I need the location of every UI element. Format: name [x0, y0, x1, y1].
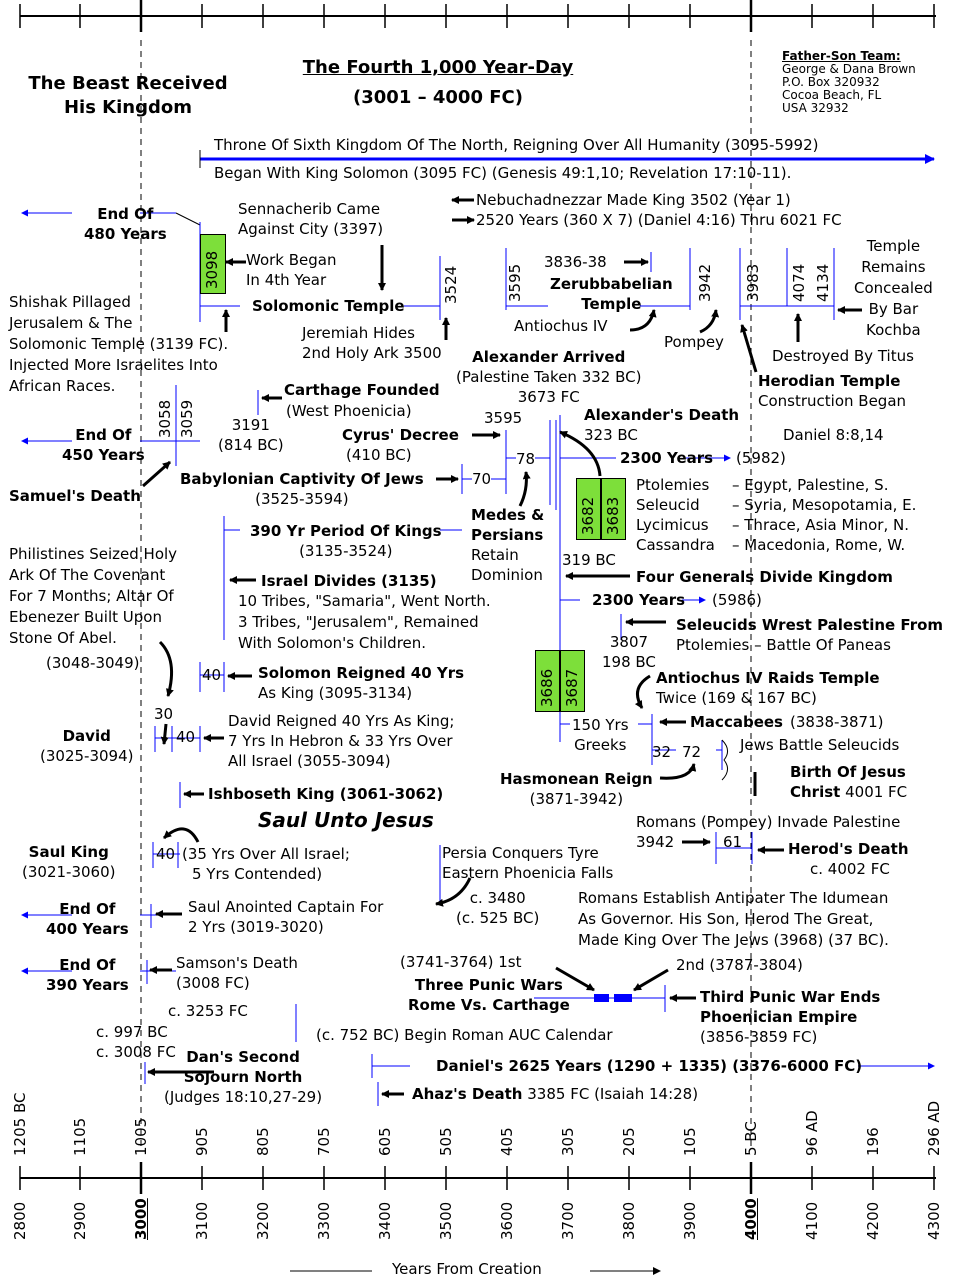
solomon-l2: As King (3095-3134) [258, 684, 413, 702]
seleucid-name: Seleucid [636, 496, 700, 514]
box-3683 [601, 478, 626, 540]
third-punic [700, 987, 880, 1047]
v4134: 4134 [814, 263, 832, 302]
punic-l1: Three Punic Wars [414, 976, 563, 994]
end-of-450-l1: End Of [75, 426, 132, 444]
shishak-l1: Shishak Pillaged [9, 293, 131, 311]
david-reigned [228, 711, 454, 771]
years-2300b-end: (5986) [712, 591, 762, 609]
cyrus-decree [342, 425, 459, 465]
end-of-450 [62, 425, 145, 465]
temple-remains-l5: Kochba [866, 321, 921, 339]
bc-tick: 96 AD [803, 1110, 821, 1156]
end-of-390-l1: End Of [59, 956, 116, 974]
v3191-l2: (814 BC) [218, 436, 284, 454]
team-info [782, 50, 916, 115]
v3048: (3048-3049) [46, 654, 140, 672]
saul-king-l1: Saul King [28, 843, 109, 861]
box-3098 [200, 234, 226, 294]
herods-death-l1: Herod's Death [788, 840, 909, 858]
fc-tick: 2900 [71, 1201, 89, 1240]
end-of-480-l1: End Of [97, 205, 154, 223]
fc-tick: 3900 [681, 1201, 699, 1240]
left-title-line1: The Beast Received [28, 73, 228, 94]
kings-period [250, 521, 442, 561]
temple-remains-l3: Concealed [854, 279, 933, 297]
carthage-west: (West Phoenicia) [286, 402, 412, 420]
v3595a: 3595 [506, 263, 524, 302]
alexander-death-l2: 323 BC [584, 426, 638, 444]
bc-tick: 305 [559, 1127, 577, 1156]
alexander-arrived-l2: (Palestine Taken 332 BC) [456, 368, 642, 386]
david-reign-l2: 7 Yrs In Hebron & 33 Yrs Over [228, 732, 453, 750]
box-3687-text: 3687 [563, 668, 581, 707]
c3480-l2: (c. 525 BC) [456, 909, 540, 927]
philistines-l2: Ark Of The Covenant [9, 566, 166, 584]
left-title [18, 72, 238, 120]
third-punic-l1: Third Punic War Ends [700, 988, 881, 1006]
saul-yrs [182, 844, 350, 884]
medes-l2: Persians [471, 526, 544, 544]
antiochus-iv: Antiochus IV [514, 317, 608, 335]
team-line2: P.O. Box 320932 [782, 75, 880, 89]
fc-tick: 3100 [193, 1201, 211, 1240]
page-title [290, 56, 586, 110]
fc-tick: 3000 [132, 1198, 150, 1240]
team-line4: USA 32932 [782, 101, 849, 115]
throne-line2: Began With King Solomon (3095 FC) (Genesis 49:1,10; Revelation 17:10-11). [214, 164, 792, 182]
v3059: 3059 [178, 399, 196, 438]
page-title-line2: (3001 – 4000 FC) [353, 87, 523, 108]
bc-tick: 105 [681, 1127, 699, 1156]
herodian-l2: Construction Began [758, 392, 907, 410]
philistines-l1: Philistines Seized Holy [9, 545, 178, 563]
v3191-l1: 3191 [231, 416, 270, 434]
maccabees: Maccabees [690, 713, 783, 731]
samuel-death: Samuel's Death [9, 487, 141, 505]
sennacherib-l2: Against City (3397) [238, 220, 384, 238]
samson-l2: (3008 FC) [176, 974, 250, 992]
bc-tick: 505 [437, 1127, 455, 1156]
david-reign-l1: David Reigned 40 Yrs As King; [228, 712, 455, 730]
ahaz-l2: 3385 FC (Isaiah 14:28) [527, 1085, 699, 1103]
seleucid-desc: – Syria, Mesopotamia, E. [732, 496, 917, 514]
bc-tick: 296 AD [925, 1100, 943, 1156]
work-began [246, 250, 337, 290]
philistines-l5: Stone Of Abel. [9, 629, 117, 647]
lycimicus-desc: – Thrace, Asia Minor, N. [732, 516, 909, 534]
end-of-480-l2: 480 Years [84, 225, 167, 243]
third-punic-l2: Phoenician Empire [700, 1008, 858, 1026]
fc-tick: 2800 [11, 1201, 29, 1240]
c997-l2: c. 3008 FC [96, 1043, 176, 1061]
solomonic-temple: Solomonic Temple [252, 297, 405, 315]
alexander-arrived-l1: Alexander Arrived [472, 348, 626, 366]
david-reign-l3: All Israel (3055-3094) [228, 752, 391, 770]
carthage-founded: Carthage Founded [284, 381, 440, 399]
birth-jesus-l1: Birth Of Jesus [790, 763, 906, 781]
fc-tick: 4200 [864, 1201, 882, 1240]
tribes-l3: With Solomon's Children. [238, 634, 427, 652]
saul-anointed-l1: Saul Anointed Captain For [188, 898, 384, 916]
nebuchadnezzar-l1: Nebuchadnezzar Made King 3502 (Year 1) [476, 191, 791, 209]
saul-anointed [188, 897, 383, 937]
n70: 70 [472, 470, 492, 488]
hasmonean-l1: Hasmonean Reign [500, 770, 653, 788]
fc-tick: 3500 [437, 1201, 455, 1240]
alexander-death-l1: Alexander's Death [584, 406, 740, 424]
ptolemies-name: Ptolemies [636, 476, 710, 494]
v3942b: 3942 [636, 833, 675, 851]
destroyed-titus: Destroyed By Titus [772, 347, 914, 365]
romans-invade: Romans (Pompey) Invade Palestine [636, 813, 901, 831]
years-2300a: 2300 Years [620, 449, 714, 467]
medes-persians [471, 505, 544, 585]
antiochus-raids [656, 668, 880, 708]
philistines-l3: For 7 Months; Altar Of [9, 587, 174, 605]
bc-tick: 705 [315, 1127, 333, 1156]
temple-remains [854, 236, 933, 341]
hasmonean-l2: (3871-3942) [529, 790, 624, 808]
bc-tick: 1105 [71, 1117, 89, 1156]
hasmonean [500, 769, 653, 809]
end-of-450-l2: 450 Years [62, 446, 145, 464]
four-kingdoms [636, 475, 916, 555]
n32: 32 [652, 743, 672, 761]
v3807-l2: 198 BC [602, 653, 656, 671]
bc-tick: 605 [376, 1127, 394, 1156]
punic-wars [408, 975, 570, 1015]
work-began-l1: Work Began [246, 251, 337, 269]
v3807-l1: 3807 [609, 633, 649, 651]
box-3098-text: 3098 [203, 250, 221, 289]
bc-tick: 805 [254, 1127, 272, 1156]
auc-calendar: (c. 752 BC) Begin Roman AUC Calendar [316, 1026, 613, 1044]
zerubbabelian-l2: Temple [581, 295, 642, 313]
seleucids-wrest-l1: Seleucids Wrest Palestine From [676, 616, 944, 634]
antipater [578, 888, 889, 951]
page-title-line1: The Fourth 1,000 Year-Day [302, 57, 574, 78]
shishak [9, 292, 228, 397]
years-2300a-end: (5982) [736, 449, 786, 467]
alexander-death [584, 405, 739, 445]
herods-death-l2: c. 4002 FC [810, 860, 890, 878]
fc-tick: 4000 [742, 1198, 760, 1240]
david [40, 726, 133, 766]
c3480-l1: c. 3480 [469, 889, 526, 907]
left-title-line2: His Kingdom [63, 97, 193, 118]
bc-tick: 196 [864, 1127, 882, 1156]
bc-tick: 5 BC [742, 1121, 760, 1156]
babylonian-captivity [180, 469, 424, 509]
n40b: 40 [176, 728, 196, 746]
birth-jesus [790, 762, 907, 802]
antipater-l2: As Governor. His Son, Herod The Great, [578, 910, 874, 928]
tribes [238, 591, 491, 654]
team-line1: George & Dana Brown [782, 62, 916, 76]
fc-tick: 3400 [376, 1201, 394, 1240]
saul-unto-jesus: Saul Unto Jesus [258, 808, 434, 832]
philistines-l4: Ebenezer Built Upon [9, 608, 162, 626]
saul-yrs-l2: 5 Yrs Contended) [192, 865, 323, 883]
n72: 72 [682, 743, 702, 761]
nebuchadnezzar-l2: 2520 Years (360 X 7) (Daniel 4:16) Thru 6021 FC [476, 211, 842, 229]
sennacherib-label [238, 199, 383, 239]
c3253: c. 3253 FC [168, 1002, 248, 1020]
ishboseth: Ishboseth King (3061-3062) [208, 785, 444, 803]
v3983: 3983 [744, 263, 762, 302]
end-of-400 [46, 899, 129, 939]
saul-yrs-l1: (35 Yrs Over All Israel; [182, 845, 350, 863]
zerubbabelian [550, 274, 673, 314]
c3480 [456, 888, 539, 928]
n40c: 40 [156, 845, 176, 863]
end-of-480 [84, 204, 167, 244]
end-of-400-l1: End Of [59, 900, 116, 918]
herodian-temple [758, 371, 906, 411]
israel-divides: Israel Divides (3135) [261, 572, 437, 590]
years-2300b: 2300 Years [592, 591, 686, 609]
david-l1: David [62, 727, 111, 745]
babylonian-l2: (3525-3594) [255, 490, 349, 508]
jeremiah [302, 323, 442, 363]
n30: 30 [154, 705, 174, 723]
jews-battle: Jews Battle Seleucids [740, 736, 900, 754]
v3191 [218, 415, 284, 455]
saul-anointed-l2: 2 Yrs (3019-3020) [188, 918, 324, 936]
antiochus-raid-l2: Twice (169 & 167 BC) [656, 689, 817, 707]
philistines [9, 544, 177, 649]
bc-tick: 905 [193, 1127, 211, 1156]
temple-remains-l4: By Bar [868, 300, 919, 318]
babylonian-l1: Babylonian Captivity Of Jews [180, 470, 424, 488]
ahaz-death [412, 1084, 698, 1104]
dans-sojourn [164, 1047, 322, 1107]
solomon-l1: Solomon Reigned 40 Yrs [258, 664, 465, 682]
throne-line1: Throne Of Sixth Kingdom Of The North, Reigning Over All Humanity (3095-5992) [214, 136, 819, 154]
shishak-l3: Solomonic Temple (3139 FC). [9, 335, 229, 353]
footer-label: Years From Creation [392, 1260, 542, 1278]
fc-tick: 3300 [315, 1201, 333, 1240]
bc-tick: 405 [498, 1127, 516, 1156]
dans-l2: Sojourn North [183, 1068, 303, 1086]
box-3686 [535, 650, 560, 712]
tribes-l2: 3 Tribes, "Jerusalem", Remained [238, 613, 479, 631]
box-3682 [576, 478, 601, 540]
bc-tick: 1005 [132, 1117, 150, 1156]
c997-l1: c. 997 BC [96, 1023, 168, 1041]
tribes-l1: 10 Tribes, "Samaria", Went North. [238, 592, 491, 610]
box-3686-text: 3686 [538, 668, 556, 707]
jeremiah-l1: Jeremiah Hides [302, 324, 415, 342]
saul-king [22, 842, 115, 882]
v3836: 3836-38 [544, 253, 607, 271]
solomon-reigned [258, 663, 464, 703]
antipater-l1: Romans Establish Antipater The Idumean [578, 889, 889, 907]
herodian-l1: Herodian Temple [758, 372, 901, 390]
cyrus-l2: (410 BC) [346, 446, 412, 464]
antipater-l3: Made King Over The Jews (3968) (37 BC). [578, 931, 889, 949]
pompey: Pompey [664, 333, 724, 351]
zerubbabelian-l1: Zerubbabelian [550, 275, 673, 293]
third-punic-l3: (3856-3859 FC) [700, 1028, 818, 1046]
samson [176, 953, 298, 993]
shishak-l2: Jerusalem & The [9, 314, 133, 332]
punic-first: (3741-3764) 1st [400, 953, 522, 971]
cassandra-name: Cassandra [636, 536, 715, 554]
kings-l2: (3135-3524) [299, 542, 393, 560]
persia-l2: Eastern Phoenicia Falls [442, 864, 614, 882]
fc-tick: 3200 [254, 1201, 272, 1240]
fc-tick: 3700 [559, 1201, 577, 1240]
n61: 61 [723, 833, 743, 851]
four-generals: Four Generals Divide Kingdom [636, 568, 893, 586]
seleucids-wrest [676, 615, 943, 655]
temple-remains-l1: Temple [866, 237, 921, 255]
punic-l2: Rome Vs. Carthage [408, 996, 570, 1014]
temple-remains-l2: Remains [861, 258, 926, 276]
bc-tick: 205 [620, 1127, 638, 1156]
persia-conquers [442, 843, 613, 883]
ahaz-l1: Ahaz's Death [412, 1085, 523, 1103]
fc-tick: 3600 [498, 1201, 516, 1240]
alexander-arrived-l3: 3673 FC [517, 388, 580, 406]
dans-l1: Dan's Second [186, 1048, 300, 1066]
maccabees-yrs: (3838-3871) [790, 713, 884, 731]
daniel-8: Daniel 8:8,14 [783, 426, 884, 444]
birth-jesus-l2: Christ [790, 783, 841, 801]
fc-tick: 4100 [803, 1201, 821, 1240]
antiochus-raid-l1: Antiochus IV Raids Temple [656, 669, 880, 687]
medes-l3: Retain [471, 546, 519, 564]
medes-l1: Medes & [471, 506, 545, 524]
punic-second: 2nd (3787-3804) [676, 956, 803, 974]
v4074: 4074 [790, 263, 808, 302]
samson-l1: Samson's Death [176, 954, 298, 972]
v3595b: 3595 [484, 409, 523, 427]
shishak-l4: Injected More Israelites Into [9, 356, 218, 374]
box-3683-text: 3683 [604, 496, 622, 535]
nebuchadnezzar [476, 190, 842, 230]
team-line3: Cocoa Beach, FL [782, 88, 882, 102]
sennacherib-l1: Sennacherib Came [238, 200, 381, 218]
fc-tick: 4300 [925, 1201, 943, 1240]
lycimicus-name: Lycimicus [636, 516, 709, 534]
saul-king-l2: (3021-3060) [22, 863, 116, 881]
david-l2: (3025-3094) [40, 747, 134, 765]
fc-tick: 3800 [620, 1201, 638, 1240]
box-3682-text: 3682 [579, 496, 597, 535]
end-of-390-l2: 390 Years [46, 976, 129, 994]
dans-l3: (Judges 18:10,27-29) [164, 1088, 323, 1106]
end-of-390 [46, 955, 129, 995]
jeremiah-l2: 2nd Holy Ark 3500 [302, 344, 442, 362]
cyrus-l1: Cyrus' Decree [342, 426, 459, 444]
cassandra-desc: – Macedonia, Rome, W. [732, 536, 906, 554]
end-of-400-l2: 400 Years [46, 920, 129, 938]
seleucids-wrest-l2: Ptolemies – Battle Of Paneas [676, 636, 891, 654]
bc319: 319 BC [562, 551, 616, 569]
greeks [572, 715, 629, 755]
work-began-l2: In 4th Year [246, 271, 327, 289]
n40a: 40 [202, 666, 222, 684]
team-title: Father-Son Team: [782, 49, 901, 63]
v3524: 3524 [442, 265, 460, 304]
ptolemies-desc: – Egypt, Palestine, S. [732, 476, 889, 494]
kings-l1: 390 Yr Period Of Kings [250, 522, 442, 540]
v3058: 3058 [156, 399, 174, 438]
shishak-l5: African Races. [9, 377, 116, 395]
alexander-arrived [456, 347, 641, 407]
medes-l4: Dominion [471, 566, 543, 584]
box-3687 [560, 650, 585, 712]
greeks-l2: Greeks [574, 736, 627, 754]
bc-tick: 1205 BC [11, 1092, 29, 1156]
persia-l1: Persia Conquers Tyre [442, 844, 599, 862]
birth-jesus-l3: 4001 FC [845, 783, 908, 801]
n78: 78 [516, 450, 536, 468]
v3807 [602, 632, 656, 672]
greeks-l1: 150 Yrs [572, 716, 629, 734]
v3942a: 3942 [696, 263, 714, 302]
herods-death [788, 839, 909, 879]
daniels-2625: Daniel's 2625 Years (1290 + 1335) (3376-6000 FC) [436, 1057, 863, 1075]
